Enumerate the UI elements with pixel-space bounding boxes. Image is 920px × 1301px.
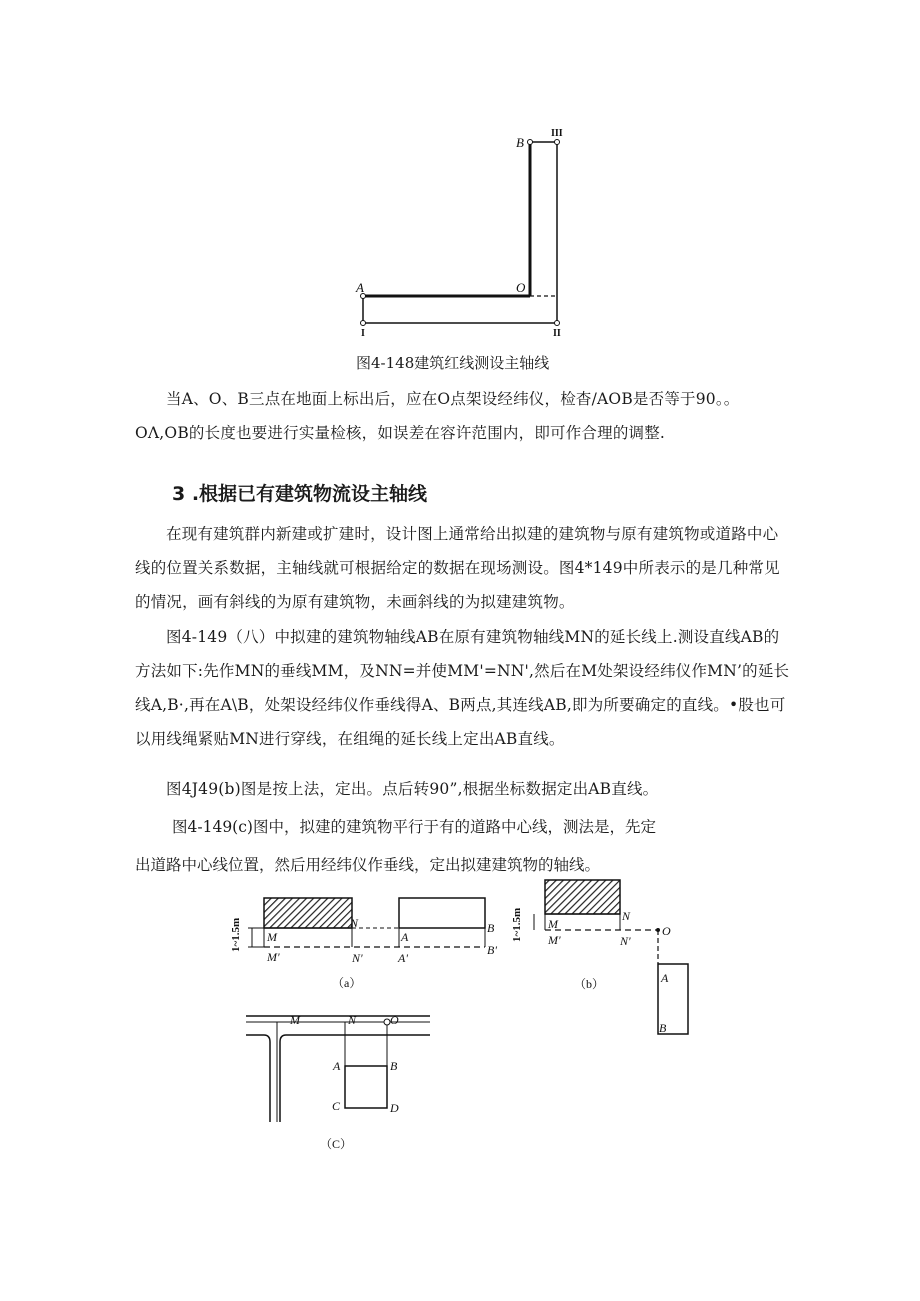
dim-label: 1~1.5m [511,907,523,942]
paragraph-2: 在现有建筑群内新建或扩建时，设计图上通常给出拟建的建筑物与原有建筑物或道路中心线的位置关系数据，主轴线就可根据给定的数据在现场测设。图4*149中所表示的是几种常见的情况，画有斜线的为原有建筑物，未画斜线的为拟建建筑物。 [135,525,780,611]
label-O: O [516,280,526,295]
label-B: B [487,921,495,935]
label-Mp: M' [548,933,561,947]
point-III [555,140,560,145]
paragraph-4: 图4J49(b)图是按上法，定出。点后转90”,根据坐标数据定出AB直线。 [166,780,659,798]
figure-4-149-a [222,890,522,1000]
paragraph-3: 图4-149（八）中拟建的建筑物轴线AB在原有建筑物轴线MN的延长线上.测设直线AB的方法如下:先作MN的垂线MM，及NN=并使MM'=NN',然后在M处架设经纬仪作MN’的延长线A,B·,再在A\B，处架设经纬仪作垂线得A、B两点,其连线AB,即为所要确定的直线。•股也可以用线绳紧贴MN进行穿线，在组绳的延长线上定出AB直线。 [135,628,790,748]
point-II [555,321,560,326]
label-M: M [290,1013,300,1027]
figure-4-149-c [240,1010,440,1160]
label-M: M [548,917,558,931]
road-vertical-right [280,1035,286,1122]
existing-building [545,880,620,914]
caption-b: （b） [574,977,605,991]
label-II: II [553,328,561,339]
figure-4-149-b [500,872,700,1042]
label-N: N [350,916,359,930]
label-C: C [332,1099,341,1113]
label-A: A [356,280,364,295]
label-O: O [390,1013,399,1027]
paragraph-5a: 图4-149(c)图中，拟建的建筑物平行于有的道路中心线，测法是，先定 [172,818,656,836]
label-B: B [659,1021,667,1035]
label-Mp: M' [267,950,280,964]
label-Np: N' [352,951,363,965]
paragraph-5b: 出道路中心线位置，然后用经纬仪作垂线，定出拟建建筑物的轴线。 [135,856,601,874]
label-I: I [361,328,365,339]
existing-building [264,898,352,928]
caption-c: （C） [320,1137,353,1151]
proposed-building [399,898,485,928]
label-Bp: B' [487,943,497,957]
road-vertical-left [264,1035,270,1122]
label-B: B [390,1059,398,1073]
section-heading: 3 .根据已有建筑物流设主轴线 [172,483,428,505]
point-O [656,928,660,932]
label-N: N [622,909,631,923]
label-M: M [267,930,277,944]
paragraph-1: 当A、O、B三点在地面上标出后，应在O点架设经纬仪，检杳/AOB是否等于90。。OΛ,OB的长度也要进行实量检核，如误差在容许范围内，即可作合理的调整. [135,390,740,442]
label-D: D [390,1101,399,1115]
point-B [528,140,533,145]
label-III: III [551,128,563,139]
label-O: O [662,924,671,938]
figure-4-148 [350,120,580,350]
dim-label: 1~1.5m [230,917,242,952]
label-Ap: A' [398,951,408,965]
label-A: A [333,1059,341,1073]
point-I [361,321,366,326]
label-Np: N' [620,934,631,948]
figure-4-148-caption: 图4-148建筑红线测设主轴线 [356,354,550,372]
label-A: A [401,930,409,944]
label-A: A [661,971,669,985]
proposed-building [345,1066,387,1108]
label-N: N [348,1013,357,1027]
caption-a: （a） [332,976,362,990]
label-B: B [516,135,524,150]
